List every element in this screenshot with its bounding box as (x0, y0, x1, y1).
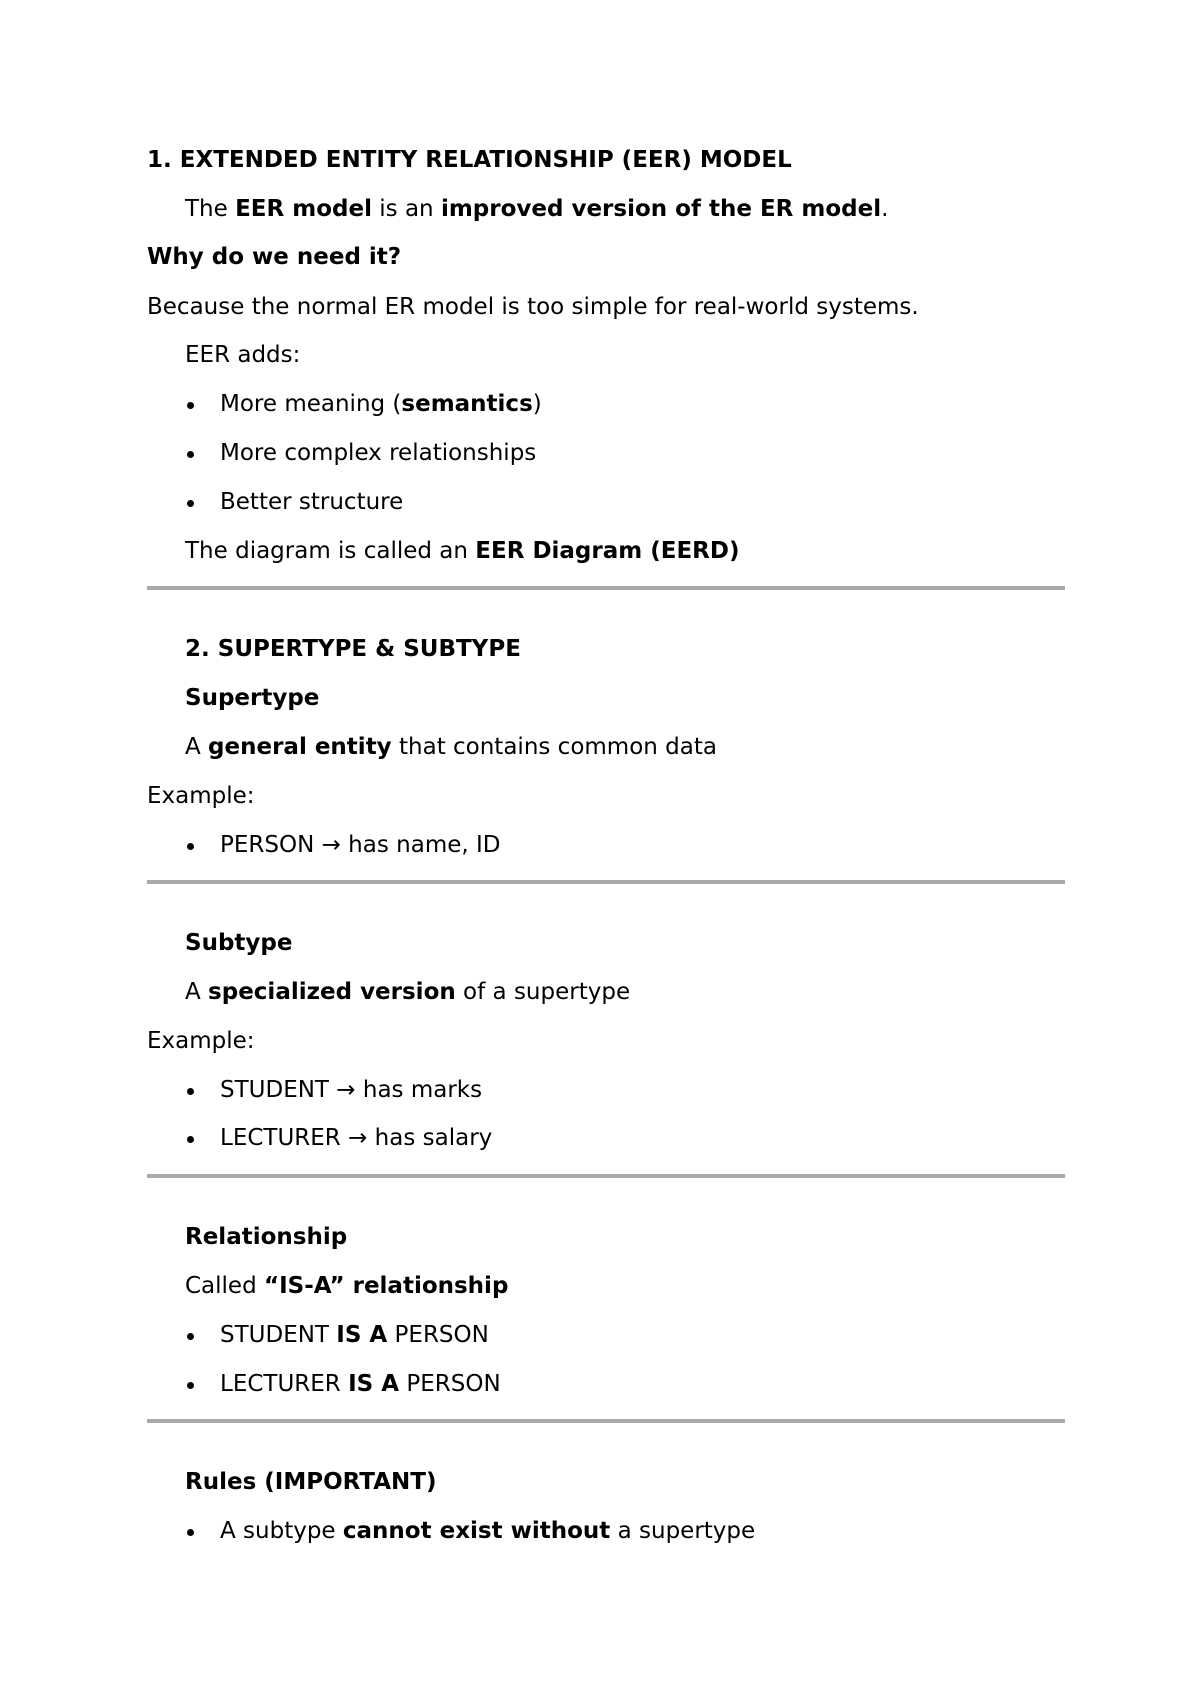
bullet-text-pre: More meaning ( (220, 391, 402, 417)
why-heading: Why do we need it? (147, 244, 402, 270)
intro-text-3: . (881, 196, 889, 222)
subtype-def-bold: specialized version (208, 979, 456, 1005)
relationship-called-pre: Called (185, 1273, 264, 1299)
intro-bold-1: EER model (235, 196, 372, 222)
intro-bold-2: improved version of the ER model (440, 196, 882, 222)
diagram-paragraph (185, 537, 739, 565)
rule-text-post: a supertype (610, 1518, 756, 1544)
diagram-bold: EER Diagram (EERD) (475, 538, 740, 564)
intro-text-2: is an (371, 196, 441, 222)
list-item-text: PERSON → has name, ID (220, 832, 501, 858)
list-item-text: More complex relationships (220, 440, 537, 466)
horizontal-rule (147, 1174, 1065, 1178)
isa-text-bold: IS A (336, 1322, 388, 1348)
list-item-text (220, 390, 542, 418)
bullet-text-post: ) (532, 391, 542, 417)
subtype-title: Subtype (185, 930, 293, 956)
isa-text-pre: STUDENT (220, 1322, 337, 1348)
isa-text-post: PERSON (387, 1322, 489, 1348)
subtype-example-label: Example: (147, 1028, 255, 1054)
eer-intro-paragraph (185, 195, 888, 223)
intro-text-1: The (185, 196, 236, 222)
subtype-def-post: of a supertype (455, 979, 631, 1005)
horizontal-rule (147, 586, 1065, 590)
bullet-text-bold: semantics (401, 391, 533, 417)
section-2-heading: 2. SUPERTYPE & SUBTYPE (185, 636, 521, 662)
because-paragraph: Because the normal ER model is too simple for real-world systems. (147, 294, 919, 320)
rule-text-bold: cannot exist without (342, 1518, 611, 1544)
subtype-definition (185, 978, 630, 1006)
list-item-text: Better structure (220, 489, 404, 515)
supertype-definition (185, 733, 717, 761)
subtype-def-pre: A (185, 979, 209, 1005)
section-1-heading: 1. EXTENDED ENTITY RELATIONSHIP (EER) MODEL (147, 147, 792, 173)
rule-text-pre: A subtype (220, 1518, 343, 1544)
list-item-text (220, 1517, 755, 1545)
horizontal-rule (147, 880, 1065, 884)
isa-text-post: PERSON (399, 1371, 501, 1397)
supertype-def-post: that contains common data (391, 734, 717, 760)
eer-adds-label: EER adds: (185, 342, 301, 368)
list-item-text: LECTURER → has salary (220, 1125, 493, 1151)
supertype-def-pre: A (185, 734, 209, 760)
isa-text-pre: LECTURER (220, 1371, 349, 1397)
supertype-example-label: Example: (147, 783, 255, 809)
rules-title: Rules (IMPORTANT) (185, 1469, 437, 1495)
list-item-text (220, 1370, 501, 1398)
isa-text-bold: IS A (348, 1371, 400, 1397)
supertype-def-bold: general entity (208, 734, 392, 760)
list-item-text: STUDENT → has marks (220, 1077, 483, 1103)
relationship-called (185, 1272, 508, 1300)
horizontal-rule (147, 1419, 1065, 1423)
diagram-text: The diagram is called an (185, 538, 476, 564)
relationship-title: Relationship (185, 1224, 348, 1250)
list-item-text (220, 1321, 489, 1349)
relationship-called-bold: “IS-A” relationship (264, 1273, 509, 1299)
supertype-title: Supertype (185, 685, 320, 711)
